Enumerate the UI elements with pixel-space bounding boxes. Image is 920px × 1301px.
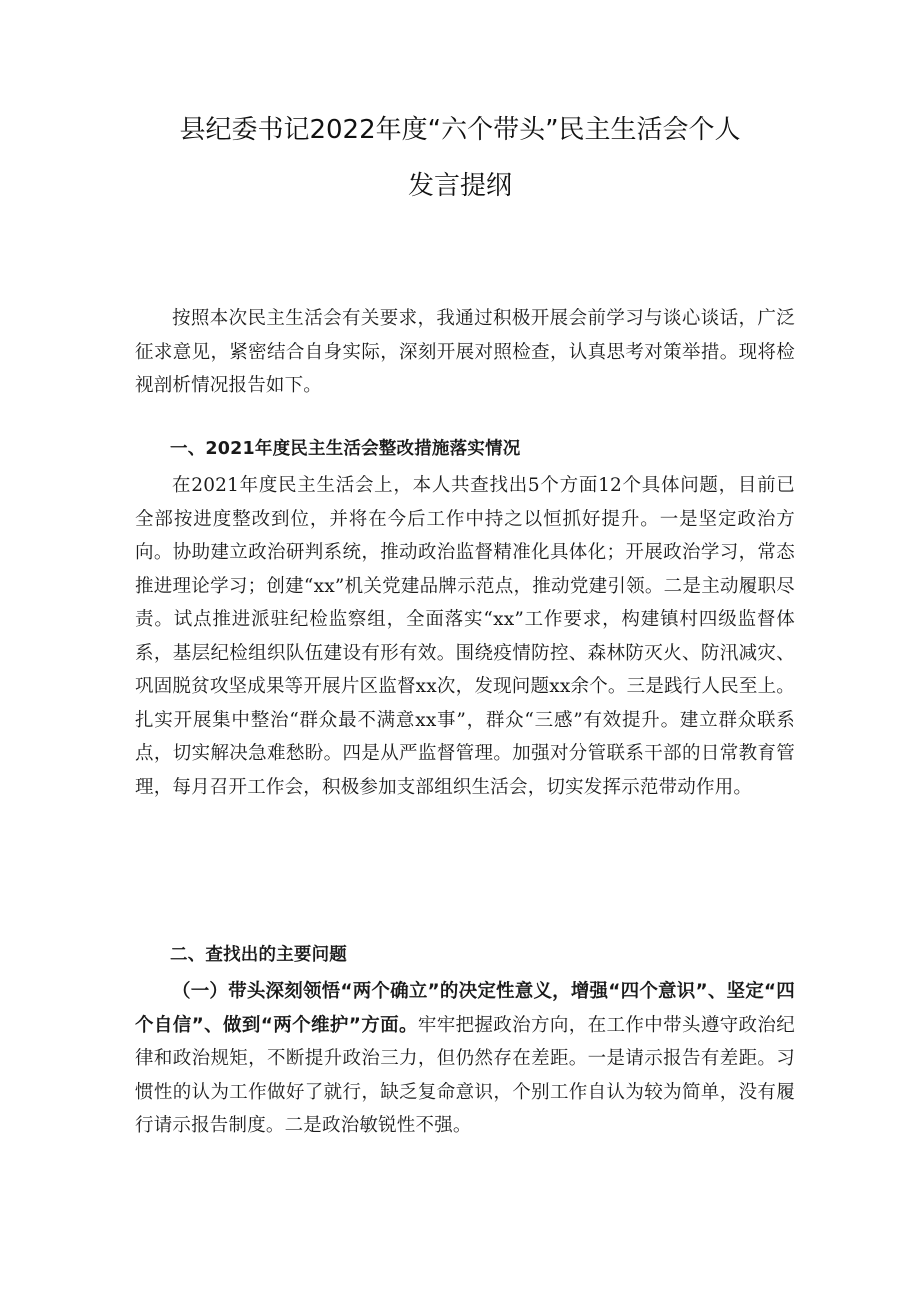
document-title-line-1: 县纪委书记2022年度“六个带头”民主生活会个人 (179, 115, 741, 145)
section-2-subbody: 牢牢把握政治方向，在工作中带头遵守政治纪律和政治规矩，不断提升政治三力，但仍然存在差距。一是请示报告有差距。习惯性的认为工作做好了就行，缺乏复命意识，个别工作自认为较为简单，没有履行请示报告制度。二是政治敏锐性不强。 (135, 1014, 795, 1136)
section-1-heading: 一、2021年度民主生活会整改措施落实情况 (170, 439, 521, 459)
document-title-line-2: 发言提纲 (407, 171, 512, 201)
section-2-heading: 二、查找出的主要问题 (170, 945, 347, 965)
section-2-paragraph (135, 975, 795, 1143)
section-1-paragraph: 在2021年度民主生活会上，本人共查找出5个方面12个具体问题，目前已全部按进度整改到位，并将在今后工作中持之以恒抓好提升。一是坚定政治方向。协助建立政治研判系统，推动政治监督精准化具体化；开展政治学习，常态推进理论学习；创建“xx”机关党建品牌示范点，推动党建引领。二是主动履职尽责。试点推进派驻纪检监察组，全面落实“xx”工作要求，构建镇村四级监督体系，基层纪检组织队伍建设有形有效。围绕疫情防控、森林防灭火、防汛减灾、巩固脱贫攻坚成果等开展片区监督xx次，发现问题xx余个。三是践行人民至上。扎实开展集中整治“群众最不满意xx事”，群众“三感”有效提升。建立群众联系点，切实解决急难愁盼。四是从严监督管理。加强对分管联系干部的日常教育管理，每月召开工作会，积极参加支部组织生活会，切实发挥示范带动作用。 (135, 475, 795, 798)
section-2-subheading: （一）带头深刻领悟“两个确立”的决定性意义，增强“四个意识”、坚定“四个自信”、做到“两个维护”方面。 (135, 981, 795, 1036)
intro-paragraph: 按照本次民主生活会有关要求，我通过积极开展会前学习与谈心谈话，广泛征求意见，紧密结合自身实际，深刻开展对照检查，认真思考对策举措。现将检视剖析情况报告如下。 (135, 308, 795, 396)
